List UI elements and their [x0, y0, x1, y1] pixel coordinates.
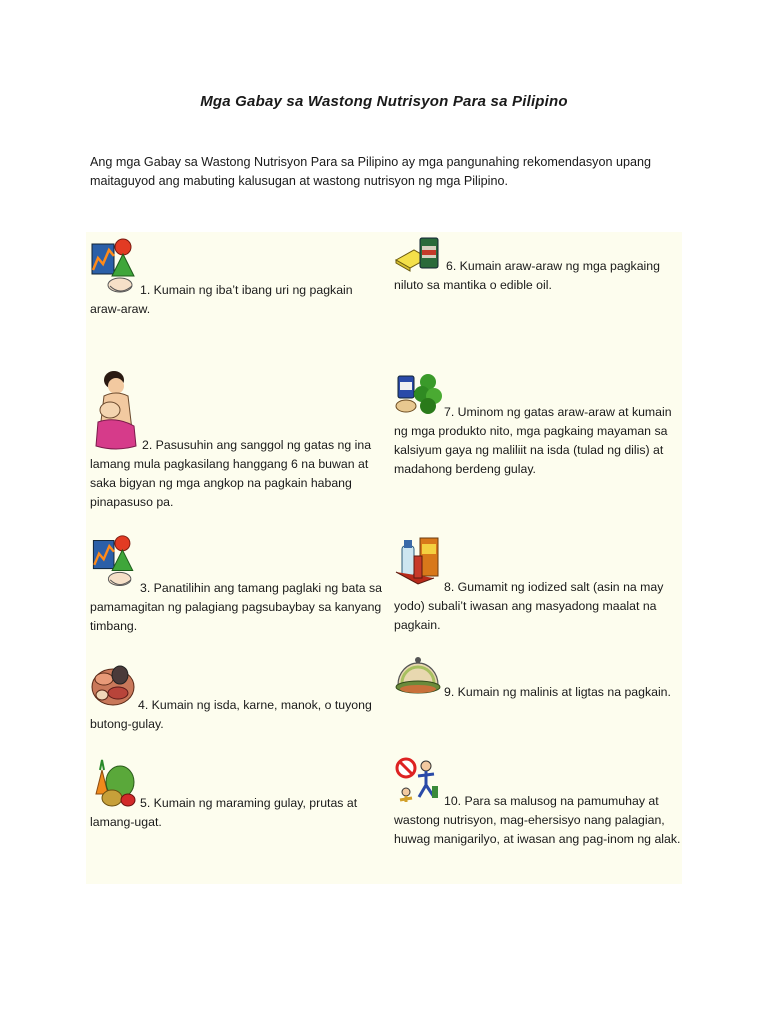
exercise-no-smoking-icon [394, 756, 442, 806]
guideline-item-7 [394, 368, 684, 479]
guideline-item-1 [90, 236, 380, 319]
salt-seasoning-icon [394, 532, 442, 588]
growth-chart-icon [90, 533, 138, 593]
guideline-text-2: 2. Pasusuhin ang sanggol ng gatas ng ina lamang mula pagkasilang hanggang 6 na buwan at saka bigyan ng mga angkop na pagkain habang pinapasuso pa. [90, 438, 372, 509]
guideline-item-10 [394, 756, 684, 849]
butter-oil-can-icon [394, 236, 444, 272]
guideline-item-5 [90, 754, 380, 832]
intro-paragraph: Ang mga Gabay sa Wastong Nutrisyon Para sa Pilipino ay mga pangunahing rekomendasyon upang maitaguyod ang mabuting kalusugan at wastong nutrisyon ng mga Pilipino. [90, 155, 651, 188]
guideline-item-6 [394, 236, 684, 295]
covered-food-dish-icon [394, 655, 442, 697]
meat-fish-basket-icon [90, 655, 136, 707]
guideline-text-3: 3. Panatilihin ang tamang paglaki ng bata sa pamamagitan ng palagiang pagsubaybay sa kanyang timbang. [90, 581, 383, 633]
guideline-text-5: 5. Kumain ng maraming gulay, prutas at lamang-ugat. [90, 796, 358, 829]
breastfeeding-mother-icon [90, 370, 140, 452]
guideline-text-6: 6. Kumain araw-araw ng mga pagkaing niluto sa mantika o edible oil. [394, 259, 660, 292]
guideline-item-9 [394, 655, 684, 702]
guideline-text-7: 7. Uminom ng gatas araw-araw at kumain ng mga produkto nito, mga pagkaing mayaman sa kalsiyum gaya ng maliliit na isda (tulad ng dilis) at madahong berdeng gulay. [394, 405, 672, 476]
guideline-item-8 [394, 532, 684, 635]
document-title: Mga Gabay sa Wastong Nutrisyon Para sa Pilipino [200, 93, 568, 110]
guideline-text-1: 1. Kumain ng iba’t ibang uri ng pagkain araw-araw. [90, 283, 353, 316]
vegetables-fruits-icon [90, 754, 138, 810]
guideline-item-2 [90, 370, 380, 512]
guideline-text-8: 8. Gumamit ng iodized salt (asin na may yodo) subali’t iwasan ang masyadong maalat na pagkain. [394, 580, 664, 632]
guideline-text-9: 9. Kumain ng malinis at ligtas na pagkain. [444, 685, 671, 699]
milk-greens-icon [394, 368, 442, 418]
guideline-item-4 [90, 655, 380, 734]
guideline-item-3 [90, 533, 386, 636]
guideline-text-4: 4. Kumain ng isda, karne, manok, o tuyong butong-gulay. [90, 698, 372, 731]
guideline-text-10: 10. Para sa malusog na pamumuhay at wastong nutrisyon, mag-ehersisyo nang palagian, huwag manigarilyo, at iwasan ang pag-inom ng alak. [394, 794, 681, 846]
growth-chart-icon [90, 236, 138, 300]
